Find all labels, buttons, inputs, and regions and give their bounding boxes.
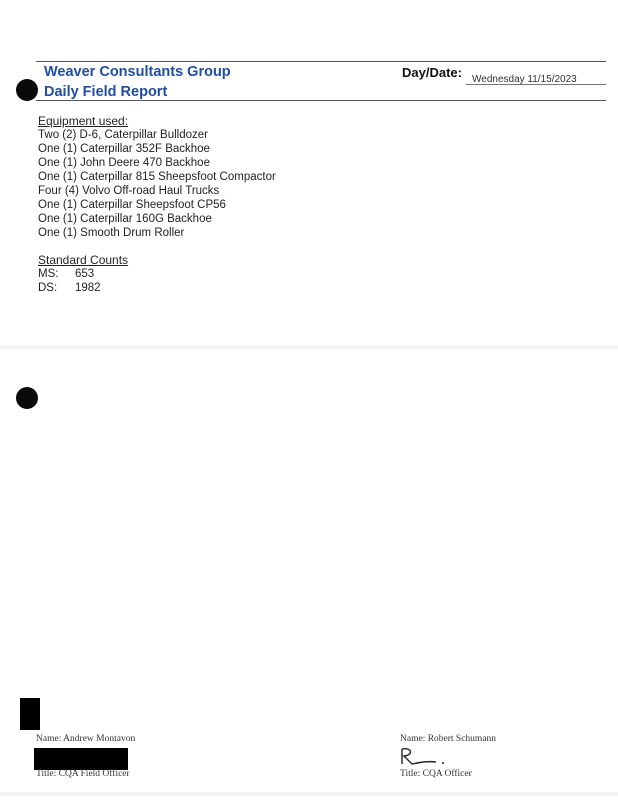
right-signer-name: Name: Robert Schumann (400, 734, 497, 744)
equipment-item: One (1) Caterpillar 815 Sheepsfoot Compactor (38, 171, 276, 183)
equipment-item: One (1) Caterpillar 352F Backhoe (38, 143, 210, 155)
left-signer-name: Name: Andrew Montavon (36, 734, 136, 744)
redaction-block (20, 698, 40, 730)
equipment-item: Four (4) Volvo Off-road Haul Trucks (38, 185, 220, 197)
header-top-rule (36, 61, 606, 62)
count-value: 653 (75, 268, 95, 280)
scan-band (0, 345, 618, 349)
company-name: Weaver Consultants Group (44, 64, 231, 80)
count-row (38, 281, 101, 295)
equipment-item: Two (2) D-6, Caterpillar Bulldozer (38, 129, 209, 141)
count-row (38, 267, 101, 281)
handwritten-signature (398, 746, 458, 768)
equipment-item: One (1) Caterpillar 160G Backhoe (38, 213, 212, 225)
punch-hole (16, 387, 38, 409)
day-date-value: Wednesday 11/15/2023 (472, 74, 577, 85)
report-title: Daily Field Report (44, 84, 168, 100)
punch-hole (16, 79, 38, 101)
left-signer-title: Title: CQA Field Officer (36, 769, 130, 779)
header-bottom-rule (36, 100, 606, 101)
equipment-item: One (1) Smooth Drum Roller (38, 227, 185, 239)
equipment-heading: Equipment used: (38, 114, 129, 128)
scan-band (0, 792, 618, 796)
equipment-item: One (1) John Deere 470 Backhoe (38, 157, 210, 169)
standard-counts-heading: Standard Counts (38, 253, 129, 267)
count-value: 1982 (75, 282, 101, 294)
equipment-list (38, 128, 276, 240)
day-date-label: Day/Date: (402, 65, 462, 80)
count-label: MS: (38, 268, 59, 280)
redaction-block (34, 748, 128, 770)
standard-counts-table (38, 267, 101, 295)
equipment-item: One (1) Caterpillar Sheepsfoot CP56 (38, 199, 226, 211)
right-signer-title: Title: CQA Officer (400, 769, 472, 779)
count-label: DS: (38, 282, 58, 294)
